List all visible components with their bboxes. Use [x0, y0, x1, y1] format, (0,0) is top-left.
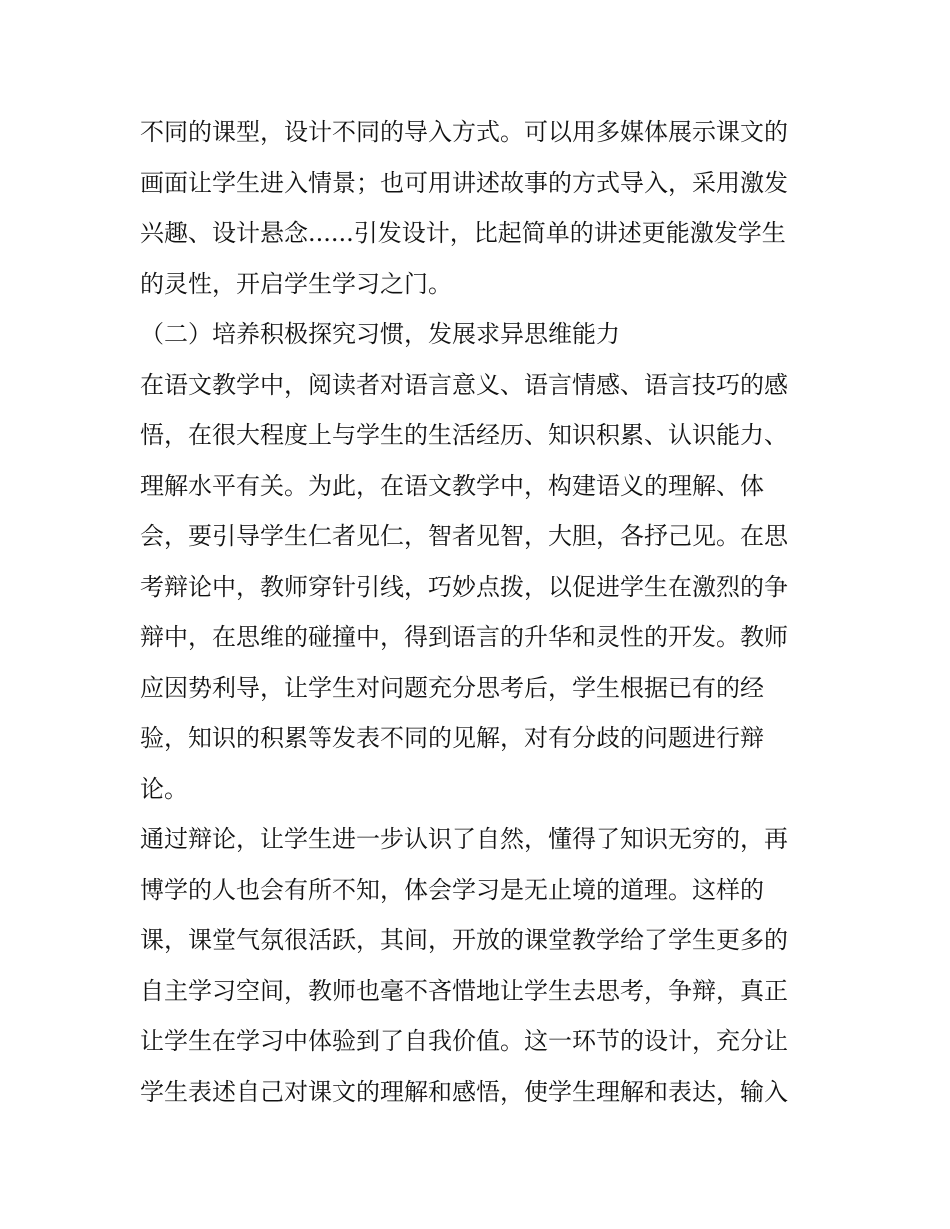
text-line: 应因势利导，让学生对问题充分思考后，学生根据已有的经: [140, 673, 764, 702]
text-line: 验，知识的积累等发表不同的见解，对有分歧的问题进行辩: [140, 724, 764, 752]
text-line: 兴趣、设计悬念......引发设计，比起简单的讲述更能激发学生: [140, 219, 786, 247]
text-line: 不同的课型，设计不同的导入方式。可以用多媒体展示课文的: [140, 118, 788, 146]
text-line: 论。: [140, 774, 188, 803]
text-line: 会，要引导学生仁者见仁，智者见智，大胆，各抒己见。在思: [140, 522, 788, 550]
text-line: 理解水平有关。为此，在语文教学中，构建语义的理解、体: [140, 471, 764, 500]
body-text: [140, 107, 830, 1117]
text-line: 自主学习空间，教师也毫不吝惜地让学生去思考，争辩，真正: [140, 976, 788, 1005]
section-heading: （二）培养积极探究习惯，发展求异思维能力: [140, 320, 620, 348]
text-line: 的灵性，开启学生学习之门。: [140, 269, 452, 298]
text-line: 通过辩论，让学生进一步认识了自然，懂得了知识无穷的，再: [140, 825, 788, 853]
text-line: 博学的人也会有所不知，体会学习是无止境的道理。这样的: [140, 875, 764, 904]
text-line: 考辩论中，教师穿针引线，巧妙点拨，以促进学生在激烈的争: [140, 572, 788, 601]
text-line: 在语文教学中，阅读者对语言意义、语言情感、语言技巧的感: [140, 370, 788, 399]
text-line: 悟，在很大程度上与学生的生活经历、知识积累、认识能力、: [140, 421, 788, 449]
text-line: 辩中，在思维的碰撞中，得到语言的升华和灵性的开发。教师: [140, 623, 788, 651]
text-line: 画面让学生进入情景；也可用讲述故事的方式导入，采用激发: [140, 168, 788, 197]
text-line: 学生表述自己对课文的理解和感悟，使学生理解和表达，输入: [140, 1077, 788, 1106]
text-line: 让学生在学习中体验到了自我价值。这一环节的设计，充分让: [140, 1027, 788, 1055]
text-line: 课，课堂气氛很活跃，其间，开放的课堂教学给了学生更多的: [140, 926, 788, 954]
